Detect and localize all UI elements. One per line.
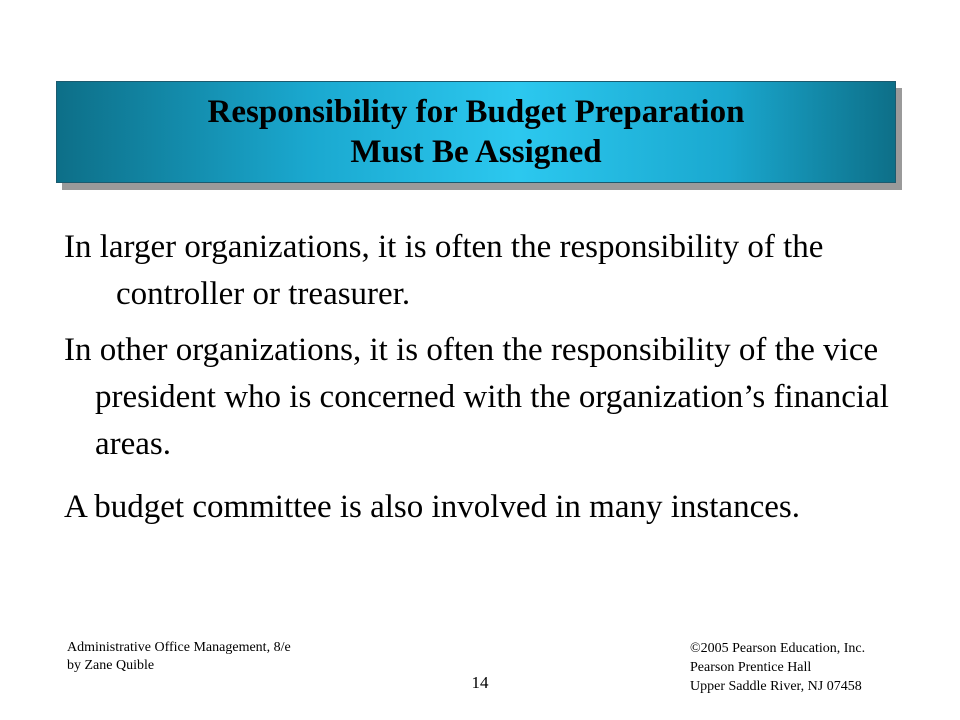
slide-body [64, 224, 924, 531]
paragraph-1: In larger organizations, it is often the responsibility of the controller or treasurer. [64, 229, 824, 312]
paragraph-3: A budget committee is also involved in many instances. [64, 489, 800, 525]
page-number: 14 [471, 673, 489, 692]
slide-title-banner [56, 81, 896, 183]
footer-location: Upper Saddle River, NJ 07458 [690, 679, 862, 694]
paragraph-2: In other organizations, it is often the responsibility of the vice president who is concerned with the organization’s financial areas. [64, 332, 889, 462]
slide-title-line-1: Responsibility for Budget Preparation [207, 94, 745, 130]
footer-copyright: ©2005 Pearson Education, Inc. [690, 641, 866, 656]
slide-title-line-2: Must Be Assigned [350, 134, 602, 170]
footer-book-title: Administrative Office Management, 8/e [67, 640, 291, 655]
footer-right [690, 639, 865, 696]
footer-author: by Zane Quible [67, 658, 155, 673]
footer-publisher: Pearson Prentice Hall [690, 660, 812, 675]
footer-left [67, 639, 291, 675]
